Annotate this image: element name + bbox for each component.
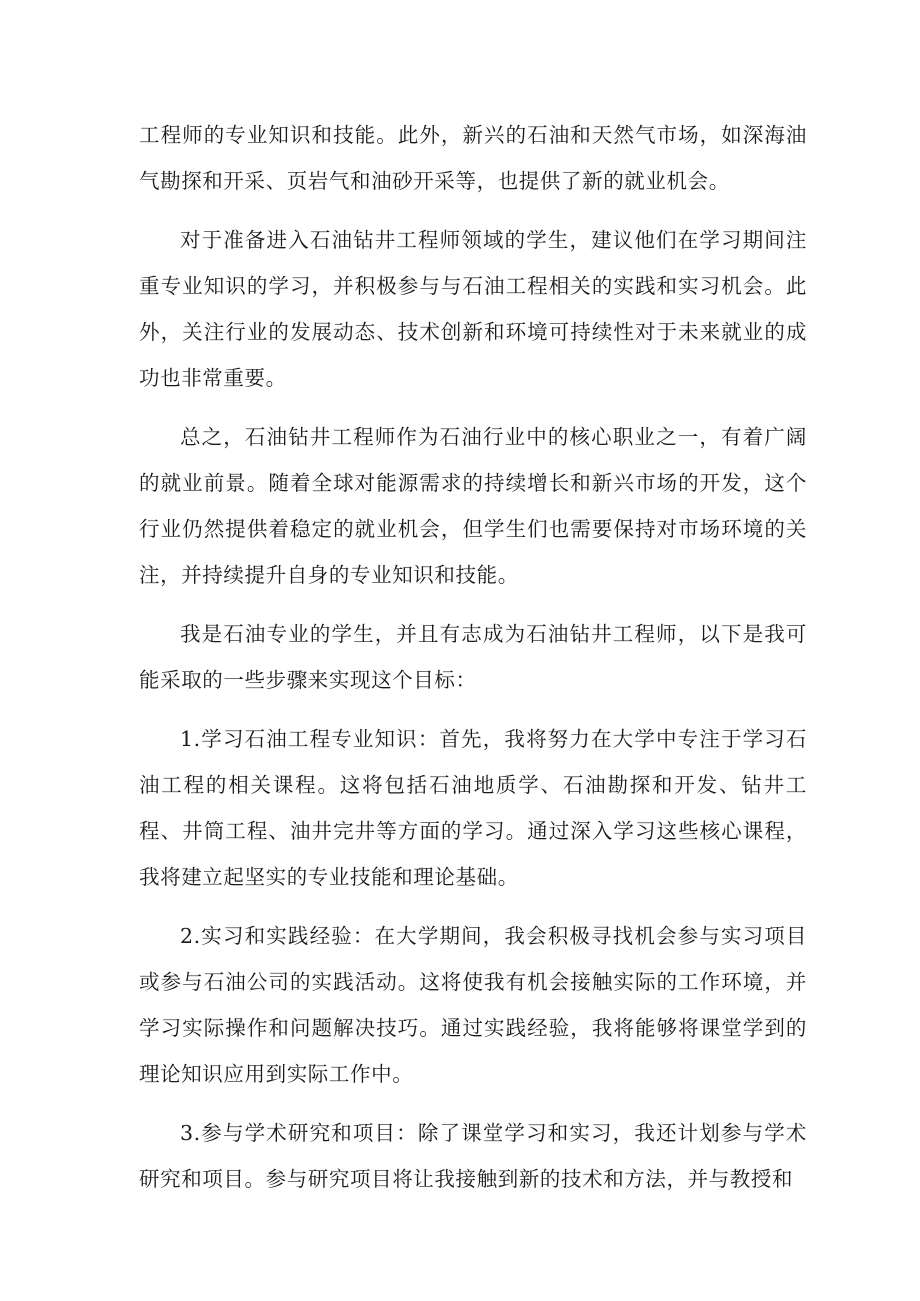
paragraph-personal-goal: 我是石油专业的学生，并且有志成为石油钻井工程师，以下是我可能采取的一些步骤来实现这个目标： [139, 622, 807, 692]
paragraph-step-2: 2.实习和实践经验：在大学期间，我会积极寻找机会参与实习项目或参与石油公司的实践活动。这将使我有机会接触实际的工作环境，并学习实际操作和问题解决技巧。通过实践经验，我将能够将课堂学到的理论知识应用到实际工作中。 [139, 924, 807, 1086]
paragraph-student-advice: 对于准备进入石油钻井工程师领域的学生，建议他们在学习期间注重专业知识的学习，并积极参与与石油工程相关的实践和实习机会。此外，关注行业的发展动态、技术创新和环境可持续性对于未来就业的成功也非常重要。 [139, 228, 807, 390]
paragraph-summary: 总之，石油钻井工程师作为石油行业中的核心职业之一，有着广阔的就业前景。随着全球对能源需求的持续增长和新兴市场的开发，这个行业仍然提供着稳定的就业机会，但学生们也需要保持对市场环境的关注，并持续提升自身的专业知识和技能。 [139, 425, 807, 587]
document-body [139, 112, 807, 1215]
paragraph-step-3: 3.参与学术研究和项目：除了课堂学习和实习，我还计划参与学术研究和项目。参与研究项目将让我接触到新的技术和方法，并与教授和 [139, 1121, 807, 1191]
paragraph-continuation: 工程师的专业知识和技能。此外，新兴的石油和天然气市场，如深海油气勘探和开采、页岩气和油砂开采等，也提供了新的就业机会。 [139, 123, 807, 193]
paragraph-step-1: 1.学习石油工程专业知识：首先，我将努力在大学中专注于学习石油工程的相关课程。这将包括石油地质学、石油勘探和开发、钻井工程、井筒工程、油井完井等方面的学习。通过深入学习这些核心课程，我将建立起坚实的专业技能和理论基础。 [139, 727, 807, 889]
